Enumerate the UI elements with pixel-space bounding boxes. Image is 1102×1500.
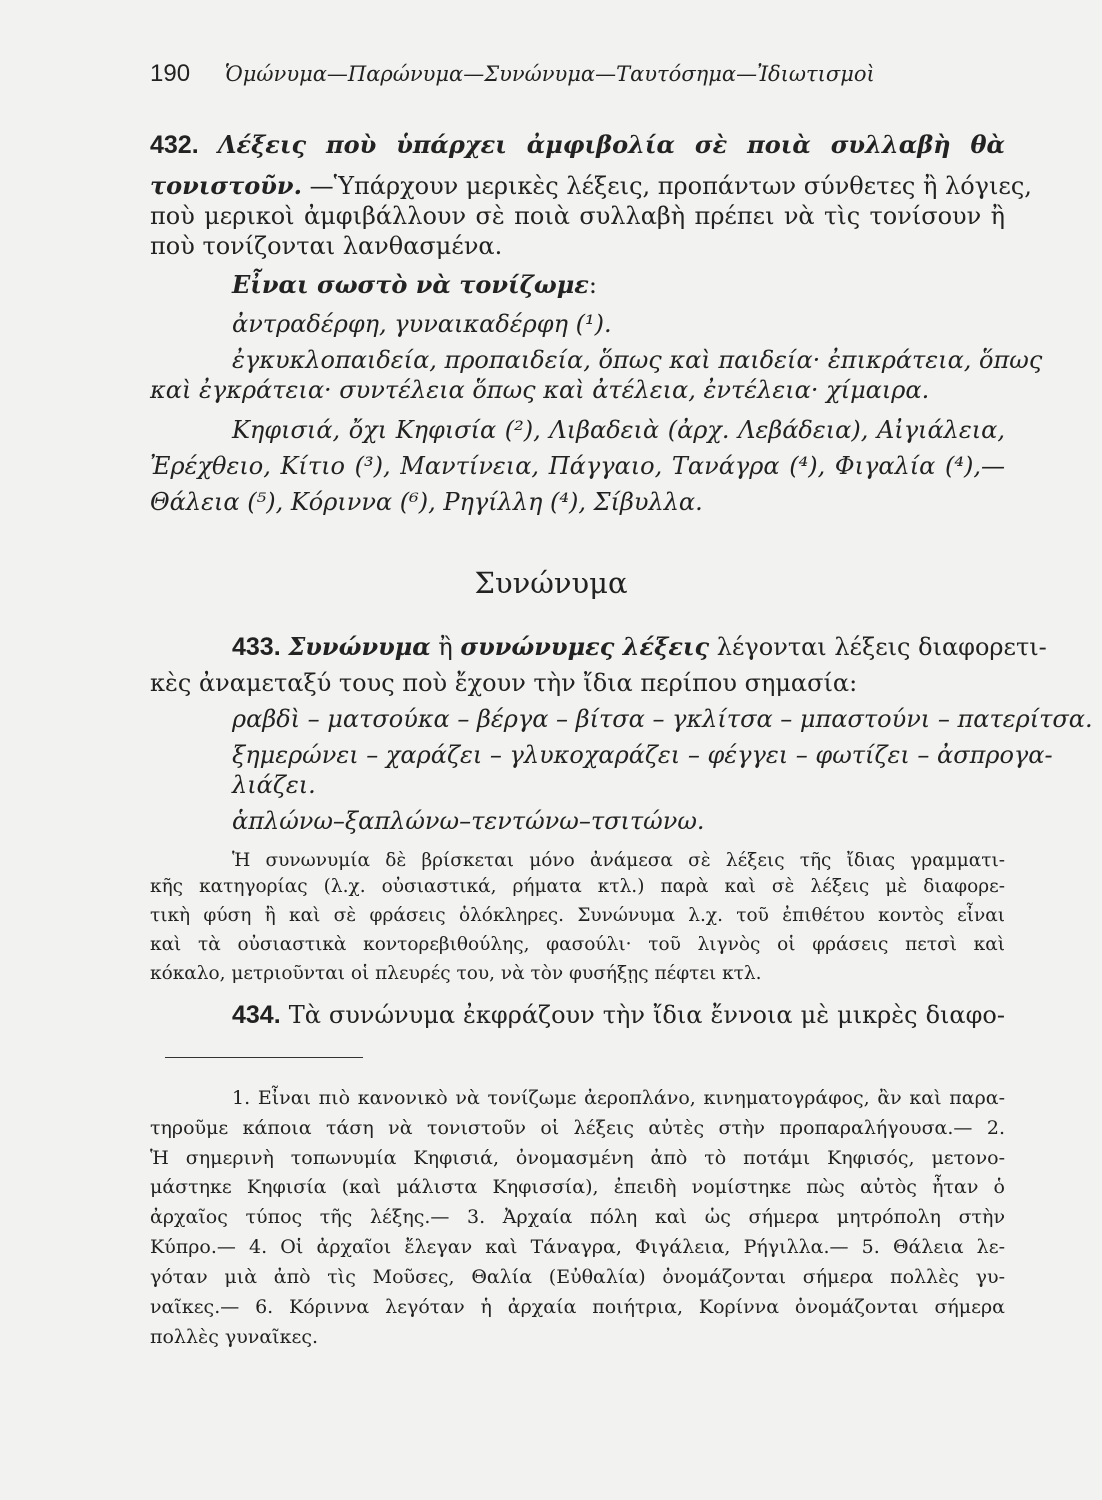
section-title: Συνώνυμα bbox=[474, 566, 628, 600]
s433-example-1: ραβδὶ – ματσούκα – βέργα – βίτσα – γκλίτσα – μπαστούνι – πατερίτσα. bbox=[232, 705, 1093, 733]
page-header bbox=[150, 60, 920, 88]
s433-note-1: Ἡ συνωνυμία δὲ βρίσκεται μόνο ἀνάμεσα σὲ λέξεις τῆς ἴδιας γραμματι- bbox=[232, 850, 1005, 871]
section-number-432: 432. bbox=[150, 131, 199, 159]
s432-subheading-line bbox=[232, 270, 1005, 300]
s433-term-2: συνώνυμες λέξεις bbox=[460, 632, 710, 661]
s432-line-3: ποὺ μερικοὶ ἀμφιβάλλουν σὲ ποιὰ συλλαβὴ πρέπει νὰ τὶς τονίσουν ἢ bbox=[150, 202, 1005, 230]
s432-example-3c: Θάλεια (⁵), Κόριννα (⁶), Ρηγίλλη (⁴), Σίβυλλα. bbox=[150, 488, 703, 516]
s433-line-1 bbox=[232, 632, 1047, 662]
footnote-line: 1. Εἶναι πιὸ κανονικὸ νὰ τονίζωμε ἀεροπλάνο, κινηματογράφος, ἂν καὶ παρα- bbox=[232, 1087, 1005, 1109]
s433-example-2a: ξημερώνει – χαράζει – γλυκοχαράζει – φέγγει – φωτίζει – ἀσπρογα- bbox=[232, 741, 1053, 769]
s432-heading: Λέξεις ποὺ ὑπάρχει ἀμφιβολία σὲ ποιὰ συλλαβὴ θὰ bbox=[217, 130, 1005, 159]
s432-example-2a: ἐγκυκλοπαιδεία, προπαιδεία, ὅπως καὶ παιδεία· ἐπικράτεια, ὅπως bbox=[232, 346, 1043, 374]
s433-note-4: καὶ τὰ οὐσιαστικὰ κοντορεβιθούλης, φασούλι· τοῦ λιγνὸς οἱ φράσεις πετσὶ καὶ bbox=[150, 934, 1005, 955]
s432-line-2 bbox=[150, 171, 1032, 201]
s433-note-5: κόκαλο, μετριοῦνται οἱ πλευρές του, νὰ τὸν φυσήξῃς πέφτει κτλ. bbox=[150, 963, 762, 984]
s433-line-2: κὲς ἀναμεταξύ τους ποὺ ἔχουν τὴν ἴδια περίπου σημασία: bbox=[150, 669, 858, 697]
s434-text: Τὰ συνώνυμα ἐκφράζουν τὴν ἴδια ἔννοια μὲ μικρὲς διαφο- bbox=[280, 1001, 1005, 1029]
s432-example-3a: Κηφισιά, ὄχι Κηφισία (²), Λιβαδειὰ (ἀρχ. Λεβάδεια), Αἰγιάλεια, bbox=[232, 416, 1005, 444]
footnote-line: ναῖκες.— 6. Κόριννα λεγόταν ἡ ἀρχαία ποιήτρια, Κορίννα ὀνομάζονται σήμερα bbox=[150, 1296, 1005, 1318]
page-number: 190 bbox=[150, 60, 191, 87]
footnote-line: γόταν μιὰ ἀπὸ τὶς Μοῦσες, Θαλία (Εὐθαλία) ὀνομάζονται σήμερα πολλὲς γυ- bbox=[150, 1266, 1005, 1288]
s432-example-1: ἀντραδέρφη, γυναικαδέρφη (¹). bbox=[232, 310, 612, 338]
s432-example-2b: καὶ ἐγκράτεια· συντέλεια ὅπως καὶ ἀτέλεια, ἐντέλεια· χίμαιρα. bbox=[150, 376, 930, 404]
s432-subheading-colon: : bbox=[588, 271, 597, 299]
footnote-line: τηροῦμε κάποια τάση νὰ τονιστοῦν οἱ λέξεις αὐτὲς στὴν προπαραλήγουσα.— 2. bbox=[150, 1117, 1005, 1139]
s433-text: λέγονται λέξεις διαφορετι- bbox=[709, 633, 1047, 661]
s434-line-1 bbox=[232, 1000, 1005, 1030]
footnote-line: Κύπρο.— 4. Οἱ ἀρχαῖοι ἔλεγαν καὶ Τάναγρα, Φιγάλεια, Ρήγιλλα.— 5. Θάλεια λε- bbox=[150, 1236, 1005, 1258]
s432-subheading: Εἶναι σωστὸ νὰ τονίζωμε bbox=[232, 270, 589, 299]
footnote-line: μάστηκε Κηφισία (καὶ μάλιστα Κηφισσία), ἐπειδὴ νομίστηκε πὼς αὐτὸς ἦταν ὁ bbox=[150, 1176, 1005, 1198]
s433-note-3: τικὴ φύση ἢ καὶ σὲ φράσεις ὁλόκληρες. Συνώνυμα λ.χ. τοῦ ἐπιθέτου κοντὸς εἶναι bbox=[150, 905, 1005, 926]
s433-or: ἢ bbox=[430, 633, 461, 661]
s433-example-3: ἁπλώνω–ξαπλώνω–τεντώνω–τσιτώνω. bbox=[232, 807, 705, 835]
s432-text: —Ὑπάρχουν μερικὲς λέξεις, προπάντων σύνθετες ἢ λόγιες, bbox=[301, 172, 1032, 200]
s433-term-1: Συνώνυμα bbox=[288, 632, 431, 661]
footnote-line: πολλὲς γυναῖκες. bbox=[150, 1326, 319, 1348]
footnote-line: ἀρχαῖος τύπος τῆς λέξης.— 3. Ἀρχαία πόλη καὶ ὡς σήμερα μητρόπολη στὴν bbox=[150, 1206, 1005, 1228]
running-title: Ὁμώνυμα—Παρώνυμα—Συνώνυμα—Ταυτόσημα—Ἰδιωτισμοὶ bbox=[224, 62, 875, 86]
s432-line-1 bbox=[150, 130, 1005, 160]
s432-heading-end: τονιστοῦν. bbox=[150, 171, 302, 200]
section-number-434: 434. bbox=[232, 1001, 281, 1029]
s432-example-3b: Ἐρέχθειο, Κίτιο (³), Μαντίνεια, Πάγγαιο, Τανάγρα (⁴), Φιγαλία (⁴),— bbox=[150, 452, 1005, 480]
footnote-line: Ἡ σημερινὴ τοπωνυμία Κηφισιά, ὀνομασμένη ἀπὸ τὸ ποτάμι Κηφισός, μετονο- bbox=[150, 1147, 1005, 1169]
section-number-433: 433. bbox=[232, 633, 281, 661]
s432-line-4: ποὺ τονίζονται λανθασμένα. bbox=[150, 232, 503, 260]
s433-note-2: κῆς κατηγορίας (λ.χ. οὐσιαστικά, ρήματα κτλ.) παρὰ καὶ σὲ λέξεις μὲ διαφορε- bbox=[150, 876, 1005, 897]
s433-example-2b: λιάζει. bbox=[232, 771, 316, 799]
footnote-separator bbox=[165, 1057, 363, 1058]
